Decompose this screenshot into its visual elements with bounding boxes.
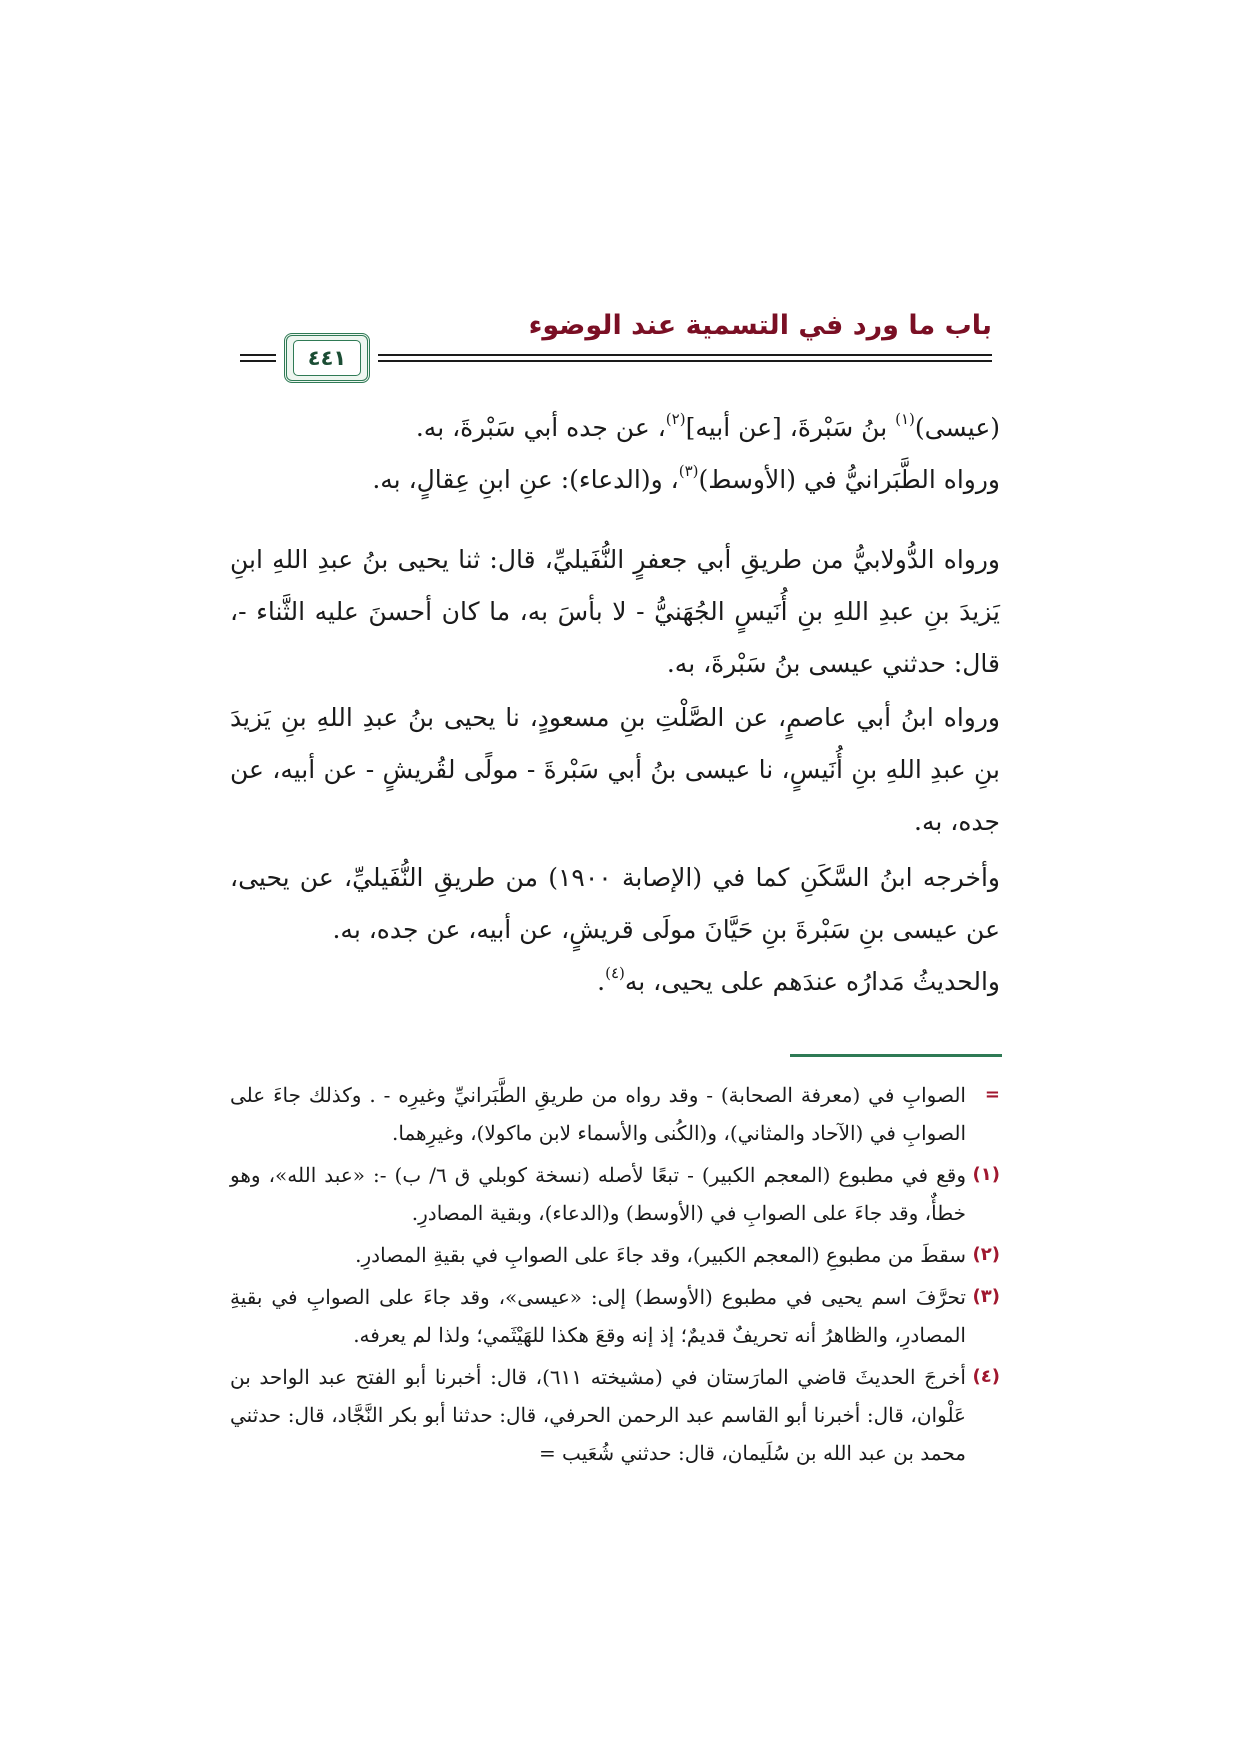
footnote-text: أخرجَ الحديثَ قاضي المارَستان في (مشيخته ٦١١)، قال: أخبرنا أبو الفتح عبد الواحد بن عَلْوان، قال: أخبرنا أبو القاسم عبد الرحمن الحرفي، قال: حدثنا أبو بكر النَّجَّاد، قال: حدثني محمد بن عبد الله بن سُلَيمان، قال: حدثني شُعَيب = [230, 1365, 966, 1465]
page-number: ٤٤١ [293, 340, 361, 376]
footnote-1 [230, 1156, 1000, 1232]
footnote-number: (١) [972, 1164, 1000, 1185]
footnote-number: (٤) [972, 1366, 1000, 1387]
header-rule [240, 354, 276, 356]
paragraph [230, 956, 1000, 1008]
footnote-continuation [230, 1076, 1000, 1152]
chapter-title: باب ما ورد في التسمية عند الوضوء [528, 310, 992, 341]
text-run: (عيسى) [914, 413, 1000, 442]
text-run: . [597, 967, 606, 996]
text-run: ، و(الدعاء): عنِ ابنِ عِقالٍ، به. [372, 465, 679, 494]
paragraph [230, 402, 1000, 454]
body-text-block [230, 534, 1000, 690]
footnote-text: الصوابِ في (معرفة الصحابة) - وقد رواه من طريقِ الطَّبَرانيِّ وغيرِه - . وكذلك جاءَ على الصوابِ في (الآحاد والمثاني)، و(الكُنى والأسماء لابن ماكولا)، وغيرِهما. [230, 1083, 966, 1145]
footnotes-section [230, 1076, 1000, 1476]
text-run: والحديثُ مَدارُه عندَهم على يحيى، به [624, 967, 1000, 996]
continuation-marker: = [984, 1084, 1000, 1105]
footnote-4 [230, 1358, 1000, 1472]
footnote-marker[interactable]: (١) [895, 410, 915, 428]
paragraph: ورواه ابنُ أبي عاصمٍ، عن الصَّلْتِ بنِ مسعودٍ، نا يحيى بنُ عبدِ اللهِ بنِ يَزيدَ بنِ عبدِ اللهِ بنِ أُنَيسٍ، نا عيسى بنُ أبي سَبْرةَ - مولًى لقُريشٍ - عن أبيه، عن جده، به. [230, 703, 1000, 836]
text-run: بنُ سَبْرةَ، [عن أبيه] [685, 413, 896, 442]
paragraph [230, 454, 1000, 506]
paragraph: ورواه الدُّولابيُّ من طريقِ أبي جعفرٍ النُّفَيليِّ، قال: ثنا يحيى بنُ عبدِ اللهِ ابنِ يَزيدَ بنِ عبدِ اللهِ بنِ أُنَيسٍ الجُهَنيُّ - لا بأسَ به، ما كان أحسنَ عليه الثَّناء -، قال: حدثني عيسى بنُ سَبْرةَ، به. [230, 545, 1000, 678]
footnote-marker[interactable]: (٤) [605, 964, 625, 982]
footnote-2 [230, 1236, 1000, 1274]
footnote-divider [790, 1054, 1002, 1057]
footnote-text: وقع في مطبوع (المعجم الكبير) - تبعًا لأصله (نسخة كوبلي ق ٦/ ب) -: «عبد الله»، وهو خطأٌ، وقد جاءَ على الصوابِ في (الأوسط) و(الدعاء)، وبقية المصادرِ. [230, 1163, 967, 1225]
header-rule [378, 354, 992, 356]
footnote-marker[interactable]: (٣) [678, 462, 699, 480]
page-number-badge [284, 333, 370, 383]
paragraph: وأخرجه ابنُ السَّكَنِ كما في (الإصابة ١٩٠٠) من طريقِ النُّفَيليِّ، عن يحيى، عن عيسى بنِ سَبْرةَ بنِ حَيَّانَ مولَى قريشٍ، عن أبيه، عن جده، به. [230, 863, 1000, 944]
footnote-text: تحرَّفَ اسم يحيى في مطبوع (الأوسط) إلى: «عيسى»، وقد جاءَ على الصوابِ في بقيةِ المصادرِ، والظاهرُ أنه تحريفٌ قديمٌ؛ إذ إنه وقعَ هكذا للهَيْثَمي؛ ولذا لم يعرفه. [230, 1285, 967, 1347]
body-text-block [230, 692, 1000, 848]
body-text-block [230, 852, 1000, 1008]
body-text-block [230, 402, 1000, 506]
text-run: ورواه الطَّبَرانيُّ في (الأوسط) [698, 465, 1000, 494]
footnote-number: (٢) [972, 1244, 1000, 1265]
text-run: ، عن جده أبي سَبْرةَ، به. [415, 413, 666, 442]
footnote-number: (٣) [972, 1286, 1000, 1307]
header-rule [240, 360, 276, 362]
footnote-marker[interactable]: (٢) [665, 410, 686, 428]
header-rule [378, 360, 992, 362]
footnote-3 [230, 1278, 1000, 1354]
footnote-text: سقطَ من مطبوعِ (المعجم الكبير)، وقد جاءَ على الصوابِ في بقيةِ المصادرِ. [355, 1243, 966, 1267]
